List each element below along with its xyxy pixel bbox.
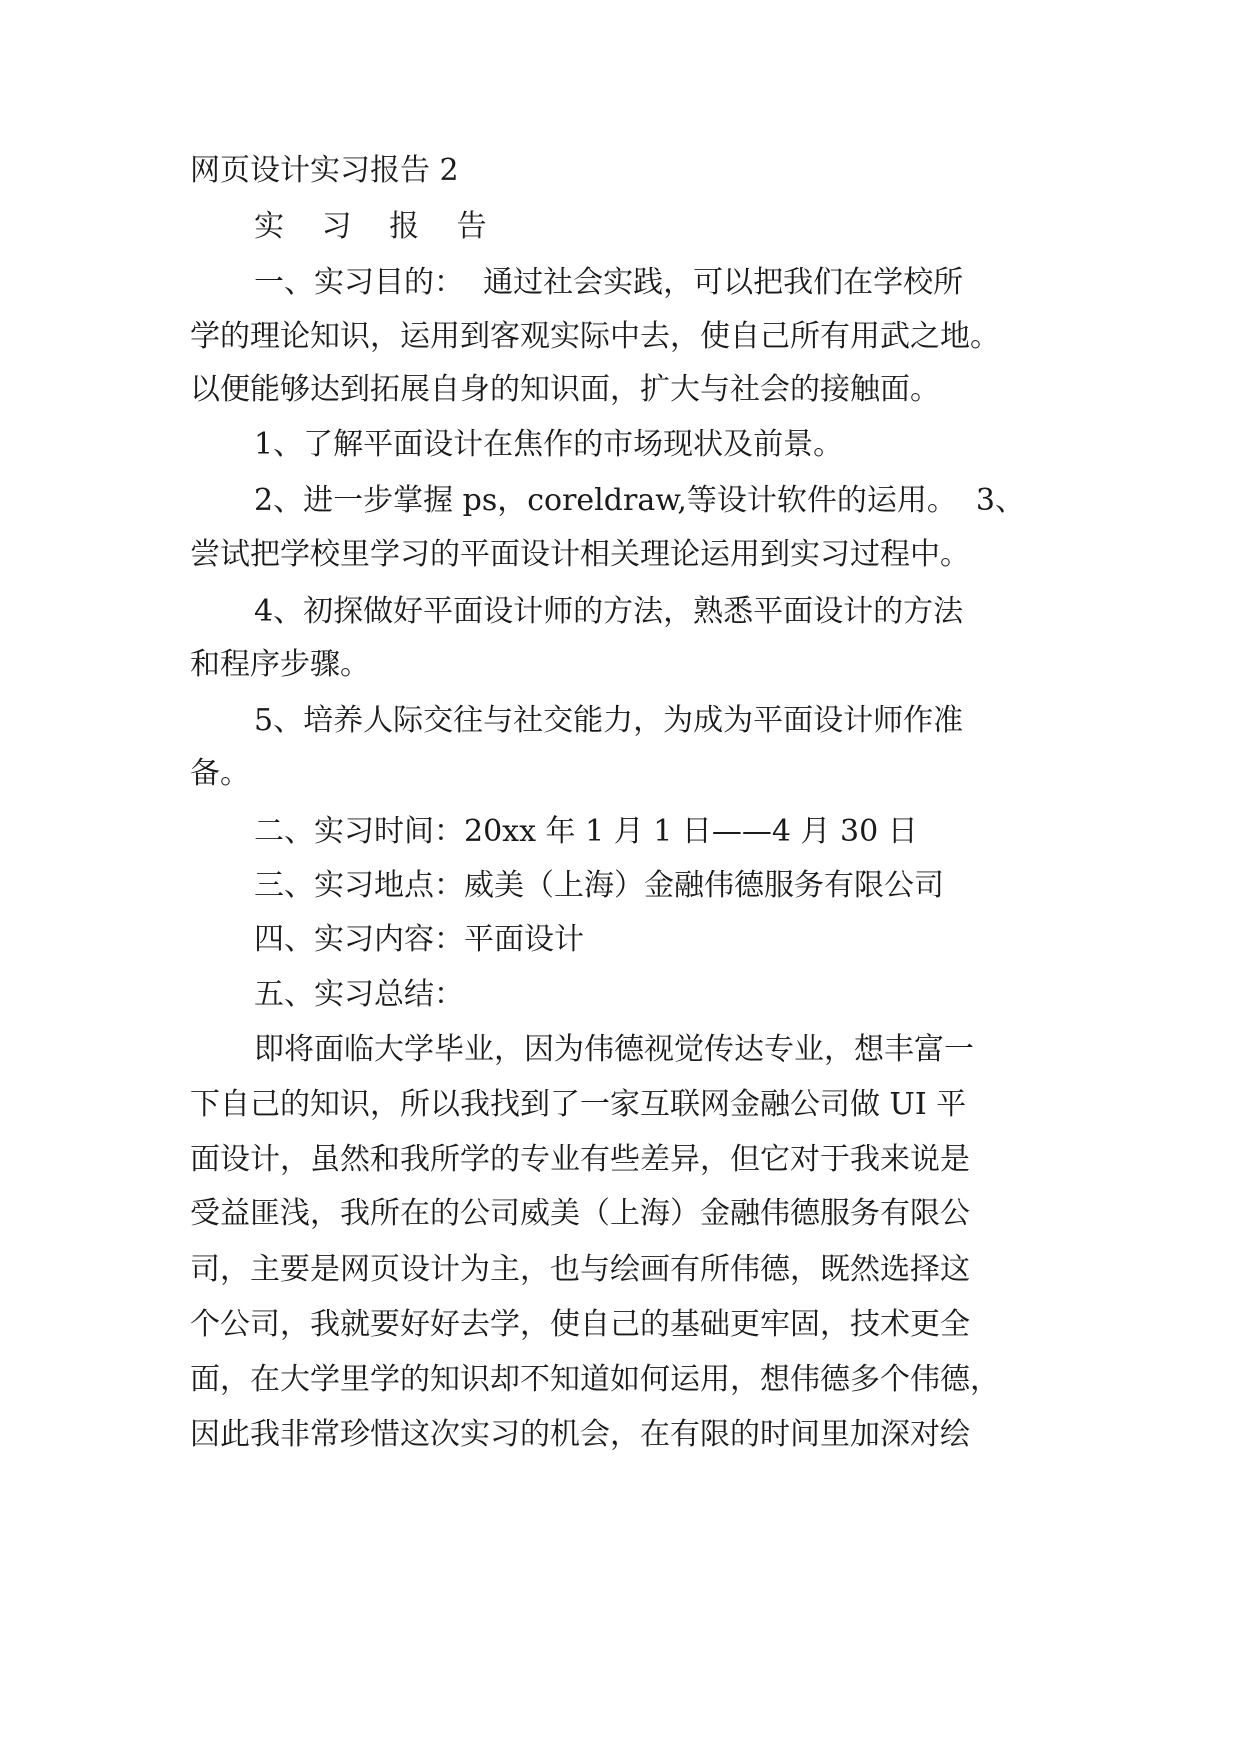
paragraph-line: 个公司，我就要好好去学，使自己的基础更牢固，技术更全 — [190, 1307, 970, 1342]
paragraph-line: 5、培养人际交往与社交能力，为成为平面设计师作准 — [254, 703, 964, 738]
paragraph-line: 下自己的知识，所以我找到了一家互联网金融公司做 UI 平 — [190, 1087, 967, 1122]
paragraph-line: 尝试把学校里学习的平面设计相关理论运用到实习过程中。 — [190, 537, 970, 572]
paragraph-line: 司，主要是网页设计为主，也与绘画有所伟德，既然选择这 — [190, 1252, 970, 1287]
paragraph-line: 三、实习地点：威美（上海）金融伟德服务有限公司 — [254, 868, 944, 903]
paragraph-line: 一、实习目的： 通过社会实践，可以把我们在学校所 — [254, 265, 964, 300]
paragraph-line: 以便能够达到拓展自身的知识面，扩大与社会的接触面。 — [190, 372, 940, 407]
paragraph-line: 面，在大学里学的知识却不知道如何运用，想伟德多个伟德， — [190, 1362, 1000, 1397]
paragraph-line: 五、实习总结： — [254, 977, 464, 1012]
paragraph-line: 即将面临大学毕业，因为伟德视觉传达专业，想丰富一 — [254, 1032, 974, 1067]
paragraph-line: 四、实习内容：平面设计 — [254, 922, 584, 957]
paragraph-line: 备。 — [190, 756, 250, 791]
report-heading: 实 习 报 告 — [254, 209, 501, 244]
paragraph-line: 二、实习时间：20xx 年 1 月 1 日——4 月 30 日 — [254, 814, 918, 849]
paragraph-line: 4、初探做好平面设计师的方法，熟悉平面设计的方法 — [254, 594, 964, 629]
document-title: 网页设计实习报告 2 — [190, 153, 459, 188]
paragraph-line: 和程序步骤。 — [190, 647, 370, 682]
paragraph-line: 2、进一步掌握 ps，coreldraw,等设计软件的运用。 3、 — [254, 483, 1026, 518]
paragraph-line: 受益匪浅，我所在的公司威美（上海）金融伟德服务有限公 — [190, 1196, 970, 1231]
paragraph-line: 学的理论知识，运用到客观实际中去，使自己所有用武之地。 — [190, 319, 1000, 354]
paragraph-line: 因此我非常珍惜这次实习的机会，在有限的时间里加深对绘 — [190, 1417, 970, 1452]
paragraph-line: 1、了解平面设计在焦作的市场现状及前景。 — [254, 427, 844, 462]
paragraph-line: 面设计，虽然和我所学的专业有些差异，但它对于我来说是 — [190, 1142, 970, 1177]
